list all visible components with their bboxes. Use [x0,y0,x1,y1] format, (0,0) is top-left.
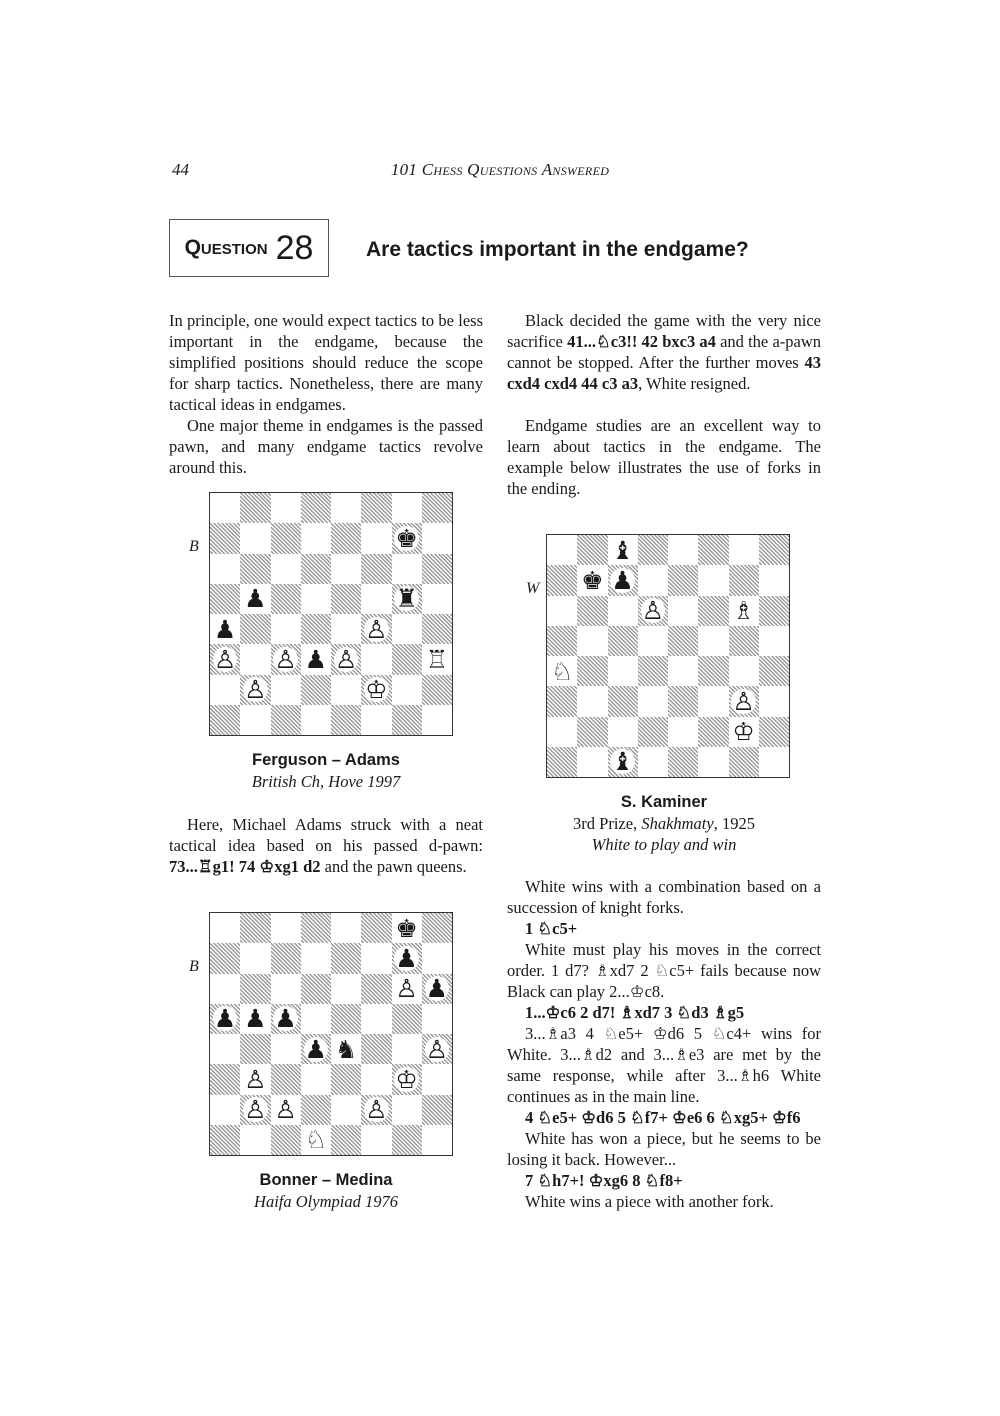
board-square [422,1064,452,1094]
white-pawn-icon: ♙ [425,1034,449,1064]
board-square [422,913,452,943]
board-square [759,565,789,595]
board-square [271,644,301,674]
board-square [271,523,301,553]
board-square [210,644,240,674]
white-pawn-icon: ♙ [274,1095,297,1125]
players: Ferguson – Adams [252,751,400,769]
board-square [759,747,789,777]
board-square [608,565,638,595]
board-square [422,675,452,705]
white-king-icon: ♔ [732,717,755,747]
board-square [547,686,577,716]
board-square [638,626,668,656]
paragraph: White wins a piece with another fork. [525,1192,774,1211]
board-square [271,1004,301,1034]
board-square [301,1125,331,1155]
black-rook-icon: ♜ [395,584,418,614]
move-sequence: 1 ♘c5+ [525,919,578,938]
board-square [638,717,668,747]
board-square [577,535,607,565]
black-pawn-icon: ♟ [244,1004,267,1034]
board-square [361,584,391,614]
board-square [210,1034,240,1064]
board-square [759,656,789,686]
board-square [331,1034,361,1064]
board-square [361,1125,391,1155]
study-award [507,813,821,834]
board-square [547,717,577,747]
board-square [240,614,270,644]
board-square [392,1064,422,1094]
board-square [608,535,638,565]
board-square [638,686,668,716]
black-pawn-icon: ♟ [244,584,267,614]
board-square [698,717,728,747]
black-pawn-icon: ♟ [213,614,237,644]
black-pawn-icon: ♟ [304,644,328,674]
white-pawn-icon: ♙ [213,644,237,674]
board-square [361,913,391,943]
paragraph: Endgame studies are an excellent way to learn about tactics in the endgame. The example below illustrates the use of forks in the ending. [507,416,821,498]
white-king-icon: ♔ [365,675,388,705]
board-square [638,535,668,565]
board-square [271,493,301,523]
board-square [547,535,577,565]
board-square [638,747,668,777]
board-square [547,565,577,595]
board-square [729,535,759,565]
black-pawn-icon: ♟ [425,974,449,1004]
board-square [271,974,301,1004]
board-square [240,1034,270,1064]
board-square [392,614,422,644]
paragraph [507,310,821,394]
black-king-icon: ♚ [581,565,604,595]
black-bishop-icon: ♝ [611,535,634,565]
board-square [210,974,240,1004]
board-square [392,1004,422,1034]
board-square [392,705,422,735]
board-square [240,1125,270,1155]
black-pawn-icon: ♟ [611,565,634,595]
board-square [668,535,698,565]
board-square [301,943,331,973]
board-square [361,1034,391,1064]
board-square [422,523,452,553]
board-square [331,943,361,973]
board-square [392,554,422,584]
board-square [331,1064,361,1094]
question-number: 28 [275,228,314,267]
board-square [668,717,698,747]
board-square [210,523,240,553]
white-pawn-icon: ♙ [244,1095,267,1125]
board-square [361,554,391,584]
board-square [210,554,240,584]
board-square [210,705,240,735]
board-square [577,656,607,686]
black-bishop-icon: ♝ [611,747,634,777]
board-square [271,913,301,943]
board-square [422,705,452,735]
board-square [392,943,422,973]
event: British Ch, Hove 1997 [251,772,401,791]
board-square [698,686,728,716]
move-sequence: 1...♔c6 2 d7! ♗xd7 3 ♘d3 ♗g5 [525,1003,745,1022]
board-square [301,675,331,705]
running-title [0,160,1000,180]
board-square [608,717,638,747]
white-knight-icon: ♘ [304,1125,328,1155]
left-column-text [169,814,483,877]
board-square [422,554,452,584]
board-square [698,535,728,565]
board-square [240,584,270,614]
board-square [210,493,240,523]
question-word: Question [184,236,268,259]
board-square [361,675,391,705]
board-square [698,747,728,777]
board-square [577,626,607,656]
paragraph-text: Black decided the game with the very nice sacrifice [507,311,821,351]
board-square [668,565,698,595]
board-square [392,584,422,614]
paragraph [169,814,483,877]
board-square [240,675,270,705]
black-pawn-icon: ♟ [213,1004,237,1034]
board-square [392,974,422,1004]
side-to-move: W [526,580,540,597]
board-square [422,1125,452,1155]
board-square [392,1125,422,1155]
board-square [361,1004,391,1034]
side-to-move: B [189,958,199,975]
white-pawn-icon: ♙ [395,974,418,1004]
board-square [331,523,361,553]
paragraph: White wins with a combination based on a succession of knight forks. [507,877,821,917]
board-square [698,626,728,656]
award-text: , 1925 [713,814,755,833]
move-sequence: 7 ♘h7+! ♔xg6 8 ♘f8+ [525,1171,683,1190]
board-square [361,1095,391,1125]
board-square [331,974,361,1004]
board-square [729,656,759,686]
board-square [392,913,422,943]
board-square [392,1034,422,1064]
paragraph: White has won a piece, but he seems to be losing it back. However... [507,1129,821,1169]
board-square [210,1004,240,1034]
board-square [361,493,391,523]
board-square [638,565,668,595]
move-sequence: 73...♖g1! 74 ♔xg1 d2 [169,857,321,876]
board-square [240,943,270,973]
stipulation: White to play and win [591,835,737,854]
white-rook-icon: ♖ [425,644,449,674]
board-square [608,686,638,716]
board-square [638,596,668,626]
board-square [271,1095,301,1125]
board-square [577,717,607,747]
board-square [577,596,607,626]
board-square [240,1064,270,1094]
board-square [301,705,331,735]
board-square [422,644,452,674]
board-square [392,1095,422,1125]
white-pawn-icon: ♙ [334,644,358,674]
board-square [331,675,361,705]
board-square [301,614,331,644]
board-square [361,943,391,973]
board-square [547,626,577,656]
board-square [301,644,331,674]
board-square [240,974,270,1004]
black-king-icon: ♚ [395,523,418,553]
board-square [577,565,607,595]
board-square [392,644,422,674]
board-square [422,1034,452,1064]
white-pawn-icon: ♙ [365,614,388,644]
board-square [361,974,391,1004]
board-square [331,493,361,523]
board-square [271,675,301,705]
question-title: Are tactics important in the endgame? [366,238,749,261]
board-square [240,493,270,523]
board-square [210,1064,240,1094]
board-square [240,913,270,943]
left-column-intro [169,310,483,478]
board-square [240,1004,270,1034]
board-square [271,1064,301,1094]
board-square [331,554,361,584]
running-title-text: 101 Chess Questions Answered [390,160,610,179]
chess-diagram [209,912,453,1156]
diagram-caption [169,750,483,792]
black-pawn-icon: ♟ [274,1004,297,1034]
right-column-intro [507,310,821,499]
board-square [698,565,728,595]
white-pawn-icon: ♙ [274,644,297,674]
board-square [210,675,240,705]
board-square [392,493,422,523]
board-square [729,596,759,626]
move-sequence: 41...♘c3!! 42 bxc3 a4 [567,332,716,351]
board-square [331,1095,361,1125]
white-bishop-icon: ♗ [732,596,755,626]
board-square [301,1004,331,1034]
board-square [729,565,759,595]
board-square [422,1004,452,1034]
black-pawn-icon: ♟ [304,1034,328,1064]
board-square [301,554,331,584]
board-square [729,686,759,716]
black-king-icon: ♚ [395,913,418,943]
board-square [422,974,452,1004]
white-pawn-icon: ♙ [244,675,267,705]
black-knight-icon: ♞ [334,1034,358,1064]
board-square [331,1004,361,1034]
right-column-solution [507,876,821,1212]
board-square [547,596,577,626]
black-pawn-icon: ♟ [395,943,418,973]
board-square [331,913,361,943]
question-label-box [169,219,329,277]
white-king-icon: ♔ [395,1064,418,1094]
paragraph: 3...♗a3 4 ♘e5+ ♔d6 5 ♘c4+ wins for White. 3...♗d2 and 3...♗e3 are met by the same response, while after 3...♗h6 White continues as in the main line. [507,1024,821,1106]
side-to-move: B [189,538,199,555]
board-square [608,626,638,656]
paragraph: In principle, one would expect tactics to be less important in the endgame, because the simplified positions should reduce the scope for sharp tactics. Nonetheless, there are many tactical ideas in endgames. [169,311,483,414]
page-number: 44 [172,160,189,179]
board-square [668,656,698,686]
white-pawn-icon: ♙ [365,1095,388,1125]
board-square [301,974,331,1004]
diagram-caption [507,792,821,855]
paragraph-text: , White resigned. [638,374,751,393]
white-pawn-icon: ♙ [732,686,755,716]
board-square [759,596,789,626]
players: Bonner – Medina [259,1171,393,1189]
paragraph: White must play his moves in the correct order. 1 d7? ♗xd7 2 ♘c5+ fails because now Black can play 2...♔c8. [507,940,821,1001]
board-square [301,1034,331,1064]
board-square [668,747,698,777]
board-square [668,686,698,716]
paragraph-text: and the a-pawn cannot be stopped. After the further moves [507,332,822,372]
board-square [240,644,270,674]
board-square [577,747,607,777]
board-square [422,614,452,644]
board-square [759,717,789,747]
board-square [240,705,270,735]
board-square [608,747,638,777]
board-square [361,523,391,553]
board-square [422,584,452,614]
board-square [301,1064,331,1094]
board-square [210,614,240,644]
board-square [361,644,391,674]
board-square [210,943,240,973]
board-square [608,656,638,686]
white-pawn-icon: ♙ [641,596,665,626]
diagram-caption [169,1170,483,1212]
board-square [392,523,422,553]
board-square [608,596,638,626]
award-text: 3rd Prize, [573,814,642,833]
board-square [668,596,698,626]
board-square [547,656,577,686]
board-square [547,747,577,777]
chess-diagram [546,534,790,778]
board-square [301,584,331,614]
move-sequence: 4 ♘e5+ ♔d6 5 ♘f7+ ♔e6 6 ♘xg5+ ♔f6 [525,1108,801,1127]
board-square [759,535,789,565]
board-square [210,584,240,614]
board-square [301,913,331,943]
board-square [271,943,301,973]
board-square [271,614,301,644]
board-square [271,705,301,735]
board-square [331,1125,361,1155]
paragraph-text: Here, Michael Adams struck with a neat tactical idea based on his passed d-pawn: [169,815,483,855]
board-square [361,705,391,735]
board-square [301,523,331,553]
board-square [271,1125,301,1155]
board-square [240,523,270,553]
board-square [210,1095,240,1125]
board-square [668,626,698,656]
board-square [240,554,270,584]
board-square [331,584,361,614]
board-square [698,596,728,626]
board-square [361,614,391,644]
board-square [361,1064,391,1094]
board-square [271,584,301,614]
board-square [301,493,331,523]
award-publication: Shakhmaty [641,814,714,833]
board-square [759,626,789,656]
board-square [422,943,452,973]
board-square [729,747,759,777]
board-square [210,1125,240,1155]
board-square [422,493,452,523]
white-pawn-icon: ♙ [244,1064,267,1094]
white-knight-icon: ♘ [550,656,574,686]
board-square [331,644,361,674]
move-sequence: 43 cxd4 cxd4 44 c3 a3 [507,353,821,393]
study-author: S. Kaminer [620,793,708,811]
board-square [301,1095,331,1125]
board-square [210,913,240,943]
board-square [698,656,728,686]
board-square [638,656,668,686]
board-square [729,626,759,656]
board-square [271,1034,301,1064]
chess-diagram [209,492,453,736]
board-square [759,686,789,716]
paragraph: One major theme in endgames is the passed pawn, and many endgame tactics revolve around this. [169,416,483,477]
board-square [271,554,301,584]
board-square [729,717,759,747]
event: Haifa Olympiad 1976 [254,1192,398,1211]
paragraph-text: and the pawn queens. [320,857,467,876]
board-square [331,705,361,735]
board-square [392,675,422,705]
board-square [577,686,607,716]
board-square [331,614,361,644]
board-square [422,1095,452,1125]
board-square [240,1095,270,1125]
